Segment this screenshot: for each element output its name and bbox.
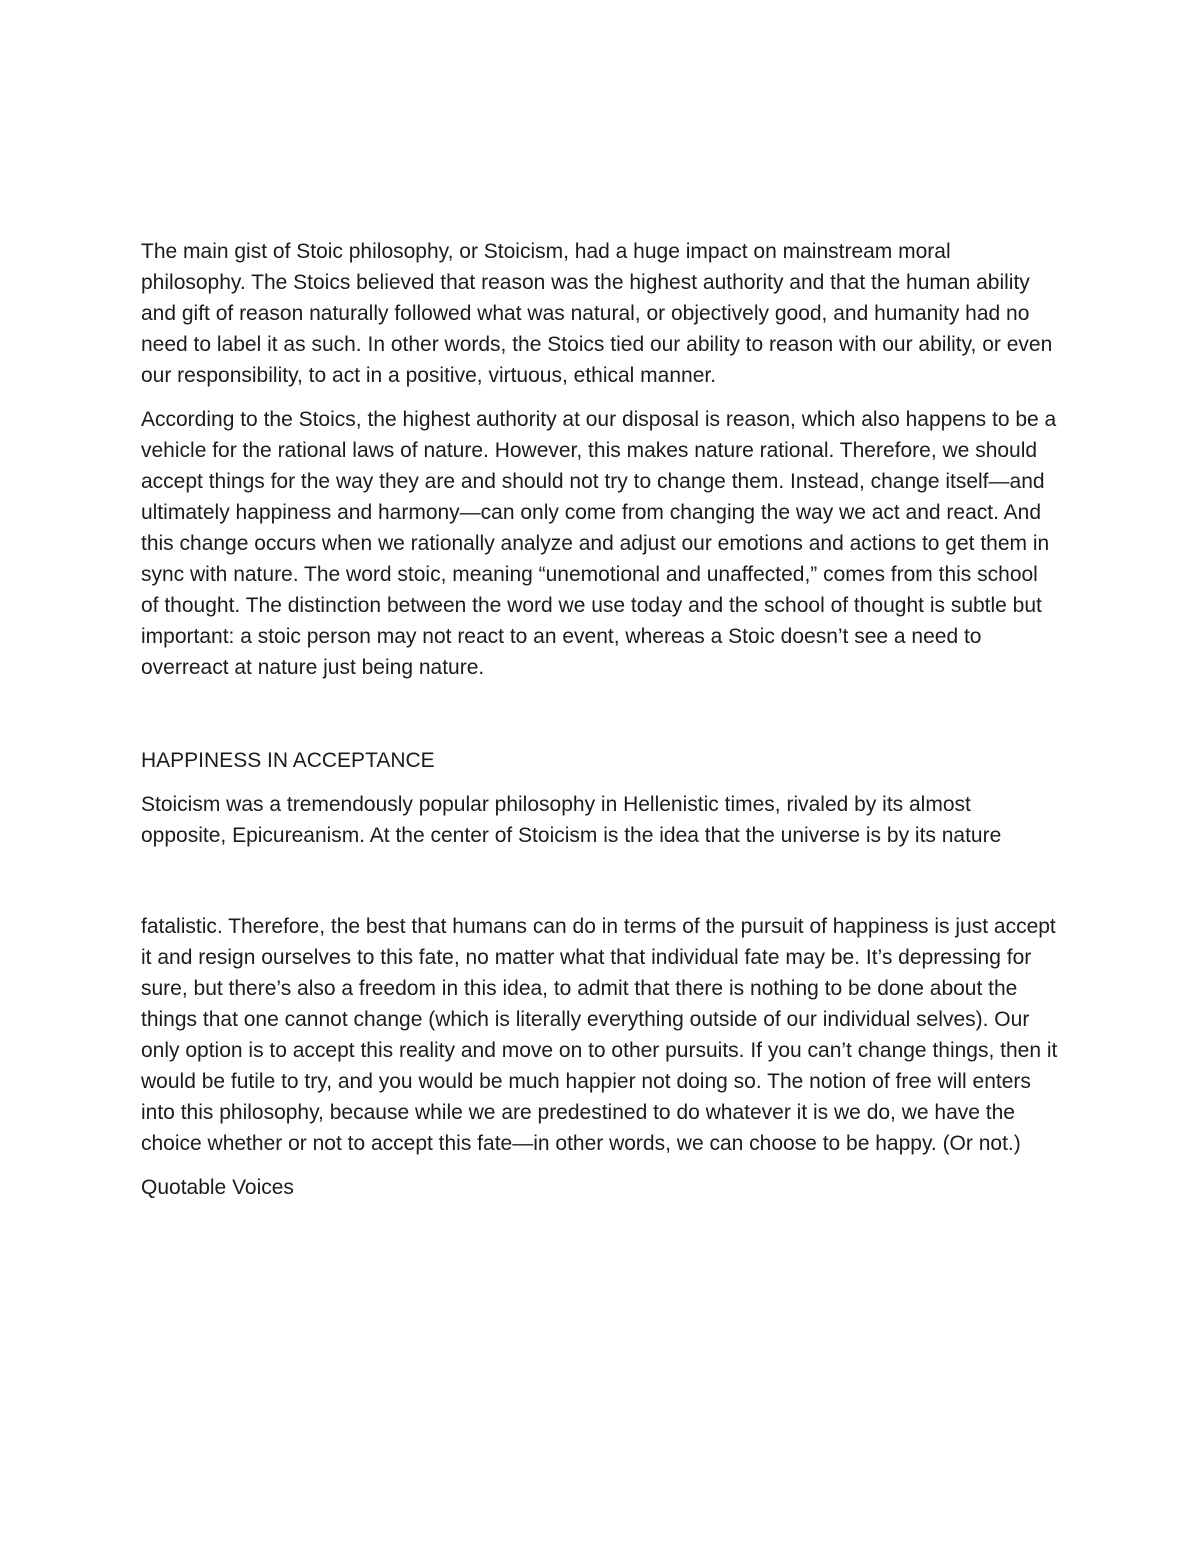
section-heading: HAPPINESS IN ACCEPTANCE [141, 749, 435, 772]
document-body [141, 236, 1061, 1203]
paragraph-stoicism-popularity: Stoicism was a tremendously popular philosophy in Hellenistic times, rivaled by its almost opposite, Epicureanism. At the center of Stoicism is the idea that the universe is by its nature [141, 793, 1002, 847]
paragraph-fatalism: fatalistic. Therefore, the best that humans can do in terms of the pursuit of happiness is just accept it and resign ourselves to this fate, no matter what that individual fate may be. It’s depressing for sure, but there’s also a freedom in this idea, to admit that there is nothing to be done about the things that one cannot change (which is literally everything outside of our individual selves). Our only option is to accept this reality and move on to other pursuits. If you can’t change things, then it would be futile to try, and you would be much happier not doing so. The notion of free will enters into this philosophy, because while we are predestined to do whatever it is we do, we have the choice whether or not to accept this fate—in other words, we can choose to be happy. (Or not.) [141, 915, 1058, 1155]
paragraph-stoic-gist: The main gist of Stoic philosophy, or Stoicism, had a huge impact on mainstream moral philosophy. The Stoics believed that reason was the highest authority and that the human ability and gift of reason naturally followed what was natural, or objectively good, and humanity had no need to label it as such. In other words, the Stoics tied our ability to reason with our ability, or even our responsibility, to act in a positive, virtuous, ethical manner. [141, 240, 1053, 387]
paragraph-stoic-reason: According to the Stoics, the highest authority at our disposal is reason, which also happens to be a vehicle for the rational laws of nature. However, this makes nature rational. Therefore, we should accept things for the way they are and should not try to change them. Instead, change itself—and ultimately happiness and harmony—can only come from changing the way we act and react. And this change occurs when we rationally analyze and adjust our emotions and actions to get them in sync with nature. The word stoic, meaning “unemotional and unaffected,” comes from this school of thought. The distinction between the word we use today and the school of thought is subtle but important: a stoic person may not react to an event, whereas a Stoic doesn’t see a need to overreact at nature just being nature. [141, 408, 1057, 679]
quotable-voices-label: Quotable Voices [141, 1176, 294, 1199]
